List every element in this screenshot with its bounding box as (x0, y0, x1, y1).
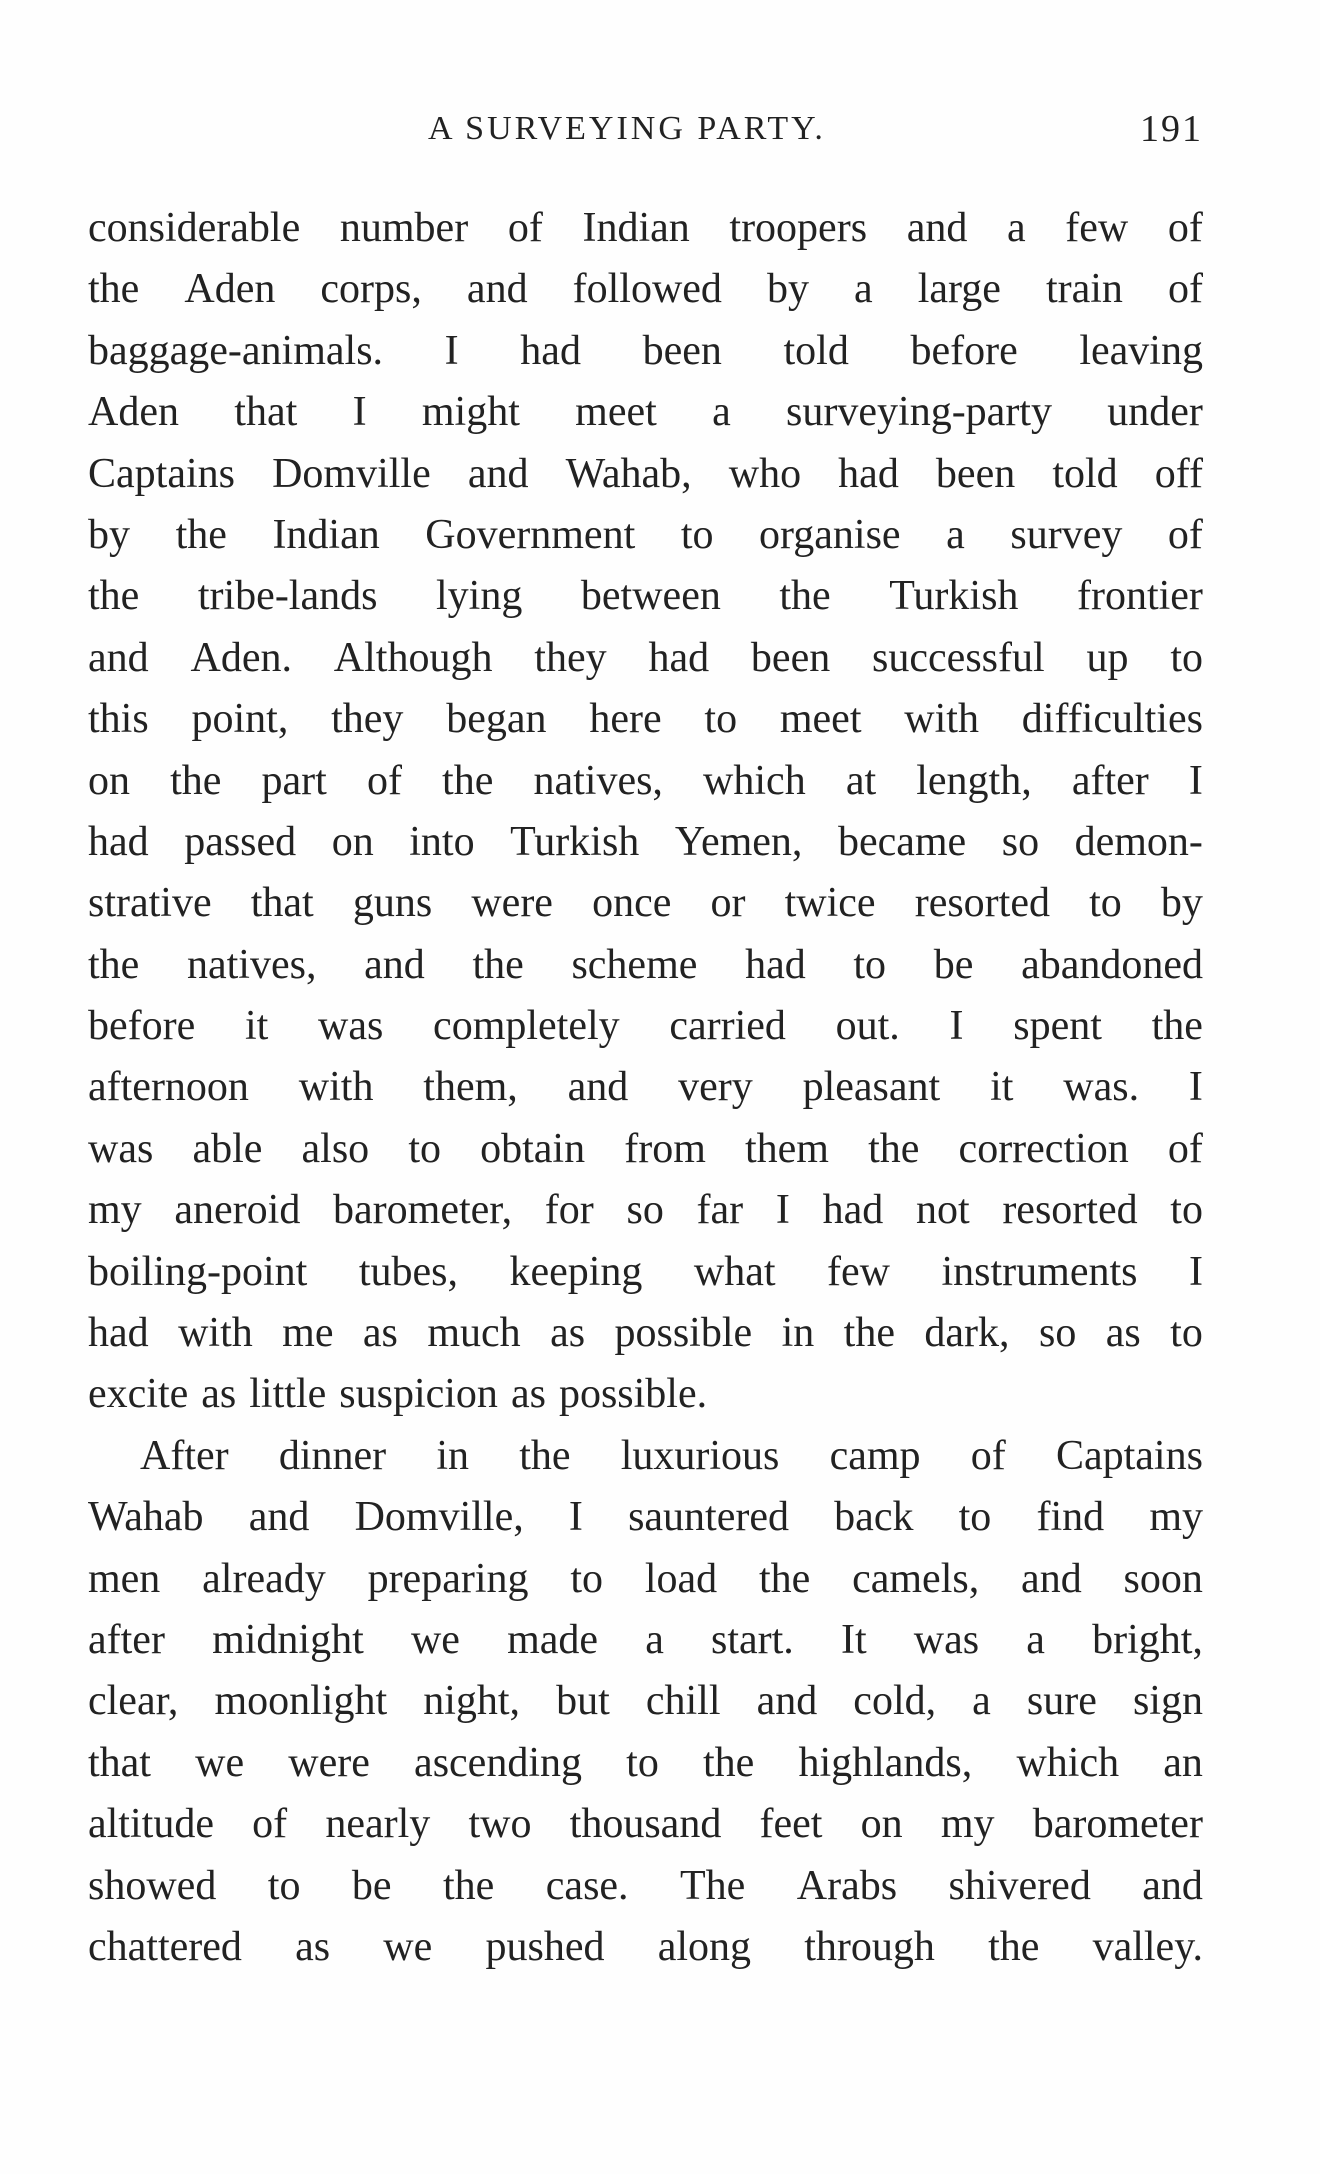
word: length, (916, 757, 1032, 804)
word: of (1167, 205, 1203, 251)
word: which (1016, 1739, 1120, 1786)
word: of (507, 205, 543, 251)
word: a (972, 1678, 991, 1725)
word: point, (191, 696, 289, 743)
word: into (409, 818, 475, 865)
word: night, (423, 1678, 521, 1725)
word: to (1170, 1187, 1203, 1234)
word: had (822, 1187, 884, 1234)
word: Domville, (354, 1494, 524, 1541)
word: guns (352, 880, 433, 927)
word: I (444, 327, 459, 374)
word: was (88, 1125, 154, 1172)
word: sauntered (628, 1494, 789, 1541)
word: as (201, 1371, 237, 1418)
word: meet (575, 389, 657, 436)
word: frontier (1076, 573, 1203, 620)
text-line (88, 1794, 1203, 1855)
word: be (351, 1862, 392, 1909)
text-line (88, 1180, 1203, 1241)
word: after (1071, 757, 1149, 804)
word: we (383, 1923, 433, 1970)
text-line (88, 1671, 1203, 1732)
word: Indian (272, 511, 380, 558)
word: sure (1026, 1678, 1097, 1725)
word: so (1001, 818, 1040, 865)
word: my (88, 1187, 142, 1234)
word: clear, (88, 1678, 179, 1725)
word: case. (545, 1862, 629, 1909)
word: the (88, 266, 140, 313)
word: and (88, 634, 149, 681)
word: and (1021, 1555, 1082, 1602)
word: a (712, 389, 731, 436)
word: for (544, 1187, 594, 1234)
word: between (580, 573, 721, 620)
word: Aden. (190, 634, 292, 681)
text-line (88, 259, 1203, 320)
word: men (88, 1555, 161, 1602)
word: be (933, 941, 974, 988)
word: the (868, 1125, 920, 1172)
word: as (550, 1310, 586, 1357)
word: had (838, 450, 899, 497)
word: through (804, 1923, 935, 1970)
word: successful (872, 634, 1045, 681)
word: camels, (852, 1555, 980, 1602)
text-line (88, 996, 1203, 1057)
word: back (834, 1494, 914, 1541)
word: I (1188, 1064, 1203, 1111)
word: were (288, 1739, 370, 1786)
word: in (436, 1432, 469, 1479)
page-number: 191 (1140, 108, 1203, 150)
word: find (1036, 1494, 1105, 1541)
word: by (766, 266, 809, 313)
word: as (362, 1310, 398, 1357)
word: strative (88, 880, 212, 927)
word: before (88, 1003, 196, 1050)
word: and (906, 205, 968, 251)
text-line (88, 1917, 1203, 1978)
word: under (1107, 389, 1203, 436)
word: so (1038, 1310, 1077, 1357)
word: to (958, 1494, 992, 1541)
word: Yemen, (674, 818, 803, 865)
word: suspicion (339, 1371, 498, 1418)
word: much (427, 1310, 521, 1357)
word: Wahab, (565, 450, 692, 497)
word: troopers (729, 205, 868, 251)
word: afternoon (88, 1064, 249, 1111)
word: natives, (186, 941, 317, 988)
word: with (178, 1310, 253, 1357)
word: possible (614, 1310, 753, 1357)
word: that (88, 1739, 151, 1786)
text-line (88, 873, 1203, 934)
text-line (88, 444, 1203, 505)
word: considerable (88, 205, 301, 251)
text-line (88, 382, 1203, 443)
word: few (827, 1248, 891, 1295)
word: pleasant (802, 1064, 941, 1111)
word: number (339, 205, 469, 251)
word: of (252, 1801, 288, 1848)
word: before (910, 327, 1018, 374)
word: a (645, 1616, 664, 1663)
text-line (88, 505, 1203, 566)
word: the (443, 1862, 495, 1909)
word: at (845, 757, 877, 804)
word: the (170, 757, 222, 804)
word: pushed (485, 1923, 605, 1970)
word: keeping (509, 1248, 643, 1295)
word: sign (1132, 1678, 1203, 1725)
word: made (507, 1616, 599, 1663)
word: altitude (88, 1801, 214, 1848)
text-line (88, 1303, 1203, 1364)
word: they (534, 634, 607, 681)
word: organise (759, 511, 901, 558)
word: began (446, 696, 547, 743)
word: two (468, 1801, 532, 1848)
word: the (843, 1310, 895, 1357)
word: leaving (1079, 327, 1203, 374)
text-line (88, 1119, 1203, 1180)
word: large (917, 266, 1001, 313)
word: from (624, 1125, 706, 1172)
text-line (88, 1242, 1203, 1303)
word: the (88, 573, 140, 620)
text-line (88, 1856, 1203, 1917)
word: I (568, 1494, 583, 1541)
word: moonlight (214, 1678, 388, 1725)
word: camp (829, 1432, 921, 1479)
word: twice (784, 880, 876, 927)
word: with (904, 696, 979, 743)
word: of (366, 757, 402, 804)
word: bright, (1092, 1616, 1203, 1663)
word: Captains (1055, 1432, 1203, 1479)
word: shivered (948, 1862, 1091, 1909)
word: on (88, 757, 130, 804)
word: so (626, 1187, 664, 1234)
word: in (781, 1310, 815, 1357)
word: thousand (569, 1801, 722, 1848)
word: obtain (480, 1125, 586, 1172)
word: the (175, 511, 227, 558)
word: of (1167, 1125, 1203, 1172)
word: that (234, 389, 298, 436)
word: cold, (853, 1678, 937, 1725)
word: along (657, 1923, 751, 1970)
word: they (331, 696, 404, 743)
body-text (88, 198, 1203, 1978)
text-line (88, 628, 1203, 689)
word: survey (1010, 511, 1123, 558)
text-line (88, 1426, 1203, 1487)
word: possible. (558, 1371, 708, 1418)
word: The (680, 1862, 746, 1909)
word: it (244, 1003, 269, 1050)
word: told (783, 327, 849, 374)
word: might (421, 389, 520, 436)
word: a (854, 266, 873, 313)
word: followed (572, 266, 722, 313)
word: surveying-party (786, 389, 1052, 436)
word: became (837, 818, 967, 865)
word: who (728, 450, 802, 497)
word: the (1151, 1003, 1203, 1050)
word: and (467, 450, 529, 497)
word: dinner (278, 1432, 387, 1479)
text-line (88, 751, 1203, 812)
word: them (745, 1125, 829, 1172)
word: difficulties (1021, 696, 1203, 743)
text-line (88, 321, 1203, 382)
word: the (702, 1739, 755, 1786)
word: to (853, 941, 887, 988)
word: had (520, 327, 581, 374)
word: and (248, 1494, 310, 1541)
word: nearly (325, 1801, 431, 1848)
word: as (295, 1923, 331, 1970)
word: up (1086, 634, 1129, 681)
word: on (860, 1801, 903, 1848)
word: Aden (184, 266, 276, 313)
word: as (510, 1371, 546, 1418)
word: to (408, 1125, 441, 1172)
word: already (202, 1555, 326, 1602)
word: dark, (924, 1310, 1010, 1357)
word: I (1188, 757, 1203, 804)
word: highlands, (798, 1739, 973, 1786)
word: carried (669, 1003, 786, 1050)
word: the (519, 1432, 571, 1479)
word: spent (1013, 1003, 1102, 1050)
word: to (1089, 880, 1122, 927)
word: had (745, 941, 806, 988)
word: we (410, 1616, 460, 1663)
word: baggage-animals. (88, 327, 384, 374)
word: to (1170, 634, 1203, 681)
text-line (88, 1364, 1203, 1425)
word: had (88, 1310, 149, 1357)
text-line (88, 566, 1203, 627)
word: which (703, 757, 806, 804)
word: and (1142, 1862, 1203, 1909)
word: to (570, 1555, 603, 1602)
word: completely (433, 1003, 620, 1050)
text-line (88, 689, 1203, 750)
word: After (140, 1432, 229, 1479)
word: able (192, 1125, 263, 1172)
word: I (1188, 1248, 1203, 1295)
word: Government (425, 511, 636, 558)
word: me (282, 1310, 334, 1357)
word: barometer (1032, 1801, 1203, 1848)
word: it (990, 1064, 1014, 1111)
word: correction (958, 1125, 1129, 1172)
word: what (693, 1248, 776, 1295)
word: also (301, 1125, 370, 1172)
word: Indian (582, 205, 690, 251)
word: passed (184, 818, 297, 865)
text-line (88, 1057, 1203, 1118)
text-line (88, 1733, 1203, 1794)
word: barometer, (333, 1187, 513, 1234)
word: demon- (1074, 818, 1203, 865)
running-header (88, 104, 1203, 154)
word: meet (779, 696, 862, 743)
word: been (750, 634, 831, 681)
word: had (88, 818, 149, 865)
word: abandoned (1021, 941, 1203, 988)
word: the (779, 573, 831, 620)
word: aneroid (174, 1187, 301, 1234)
word: of (1167, 511, 1203, 558)
word: been (642, 327, 722, 374)
word: chattered (88, 1923, 242, 1970)
word: by (1160, 880, 1203, 927)
word: and (466, 266, 528, 313)
word: natives, (533, 757, 663, 804)
word: Aden (88, 389, 179, 436)
word: was (318, 1003, 384, 1050)
word: been (935, 450, 1016, 497)
word: to (626, 1739, 659, 1786)
word: excite (88, 1371, 189, 1418)
word: to (267, 1862, 301, 1909)
word: a (946, 511, 965, 558)
word: we (195, 1739, 245, 1786)
text-line (88, 812, 1203, 873)
word: valley. (1092, 1923, 1203, 1970)
word: I (949, 1003, 964, 1050)
word: I (352, 389, 367, 436)
word: preparing (367, 1555, 529, 1602)
word: that (250, 880, 314, 927)
word: to (704, 696, 738, 743)
text-line (88, 1549, 1203, 1610)
word: corps, (320, 266, 422, 313)
word: resorted (1002, 1187, 1138, 1234)
text-line (88, 198, 1203, 259)
word: midnight (212, 1616, 364, 1663)
word: Captains (88, 450, 235, 497)
word: was. (1063, 1064, 1140, 1111)
word: out. (835, 1003, 900, 1050)
word: little (249, 1371, 327, 1418)
word: to (680, 511, 714, 558)
word: lying (436, 573, 523, 620)
word: an (1163, 1739, 1203, 1786)
word: tribe-lands (197, 573, 378, 620)
word: not (915, 1187, 970, 1234)
word: a (1006, 205, 1026, 251)
word: very (678, 1064, 753, 1111)
word: Turkish (889, 573, 1019, 620)
word: the (88, 941, 140, 988)
word: and (756, 1678, 818, 1725)
word: few (1065, 205, 1129, 251)
word: boiling-point (88, 1248, 308, 1295)
word: train (1045, 266, 1123, 313)
word: ascending (414, 1739, 582, 1786)
word: the (758, 1555, 811, 1602)
word: of (970, 1432, 1006, 1479)
text-line (88, 1487, 1203, 1548)
word: Arabs (796, 1862, 898, 1909)
word: the (988, 1923, 1040, 1970)
word: Although (333, 634, 493, 681)
word: told (1052, 450, 1118, 497)
word: once (592, 880, 672, 927)
word: tubes, (358, 1248, 458, 1295)
word: part (261, 757, 327, 804)
word: with (298, 1064, 374, 1111)
word: here (589, 696, 662, 743)
word: my (940, 1801, 995, 1848)
word: as (1105, 1310, 1141, 1357)
word: of (1167, 266, 1203, 313)
word: and (364, 941, 425, 988)
word: off (1154, 450, 1203, 497)
word: It (840, 1616, 867, 1663)
word: soon (1123, 1555, 1203, 1602)
word: luxurious (620, 1432, 780, 1479)
word: I (775, 1187, 790, 1234)
word: had (648, 634, 710, 681)
word: this (88, 696, 149, 743)
word: my (1149, 1494, 1203, 1541)
word: by (88, 511, 130, 558)
word: start. (711, 1616, 794, 1663)
word: a (1026, 1616, 1045, 1663)
word: to (1170, 1310, 1203, 1357)
word: the (472, 941, 524, 988)
word: far (696, 1187, 744, 1234)
word: showed (88, 1862, 217, 1909)
word: Turkish (510, 818, 640, 865)
word: were (471, 880, 553, 927)
word: or (710, 880, 746, 927)
word: feet (759, 1801, 823, 1848)
text-line (88, 935, 1203, 996)
running-title: A SURVEYING PARTY. (428, 110, 826, 147)
word: Wahab (88, 1494, 204, 1541)
word: on (331, 818, 374, 865)
text-line (88, 1610, 1203, 1671)
word: after (88, 1616, 165, 1663)
word: instruments (941, 1248, 1138, 1295)
word: resorted (914, 880, 1050, 927)
word: scheme (571, 941, 698, 988)
word: was (913, 1616, 980, 1663)
word: the (442, 757, 494, 804)
word: and (567, 1064, 629, 1111)
word: chill (645, 1678, 721, 1725)
word: them, (423, 1064, 518, 1111)
word: load (644, 1555, 718, 1602)
word: but (556, 1678, 610, 1725)
word: Domville (272, 450, 431, 497)
